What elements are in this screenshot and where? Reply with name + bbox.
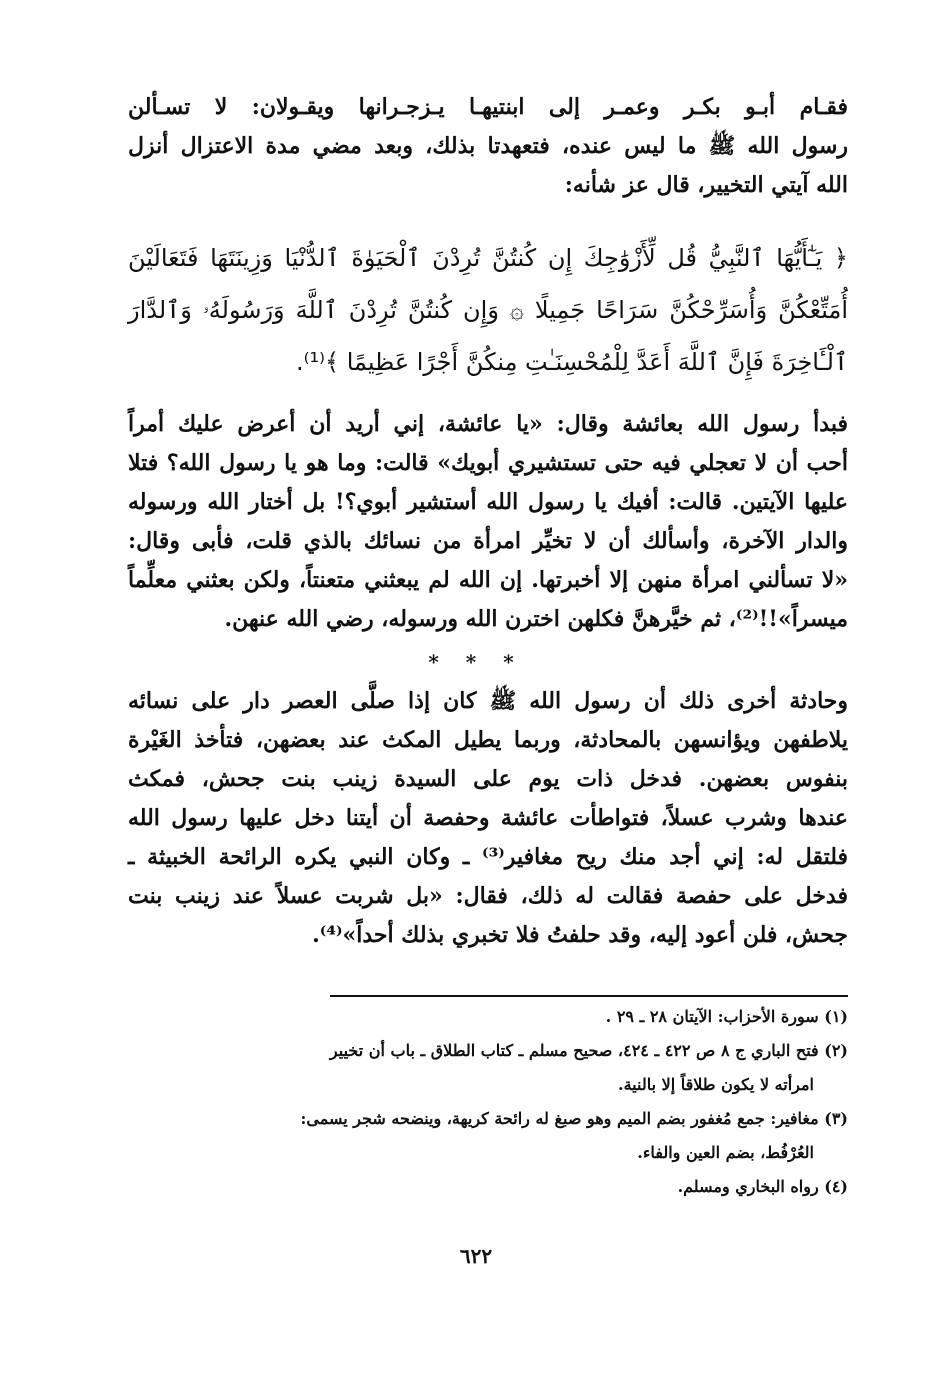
verse-line: ٱلْـَٔاخِرَةَ فَإِنَّ ٱللَّهَ أَعَدَّ لِلْمُحْسِنَـٰتِ مِنكُنَّ أَجْرًا عَظِيمًا ﴾⁽¹⁾.: [295, 348, 848, 376]
text-line: والدار الآخرة، وأسألك أن لا تخيِّر امرأة من نسائك بالذي قلت، فأبى وقال:: [128, 528, 848, 554]
quran-verse: [128, 232, 848, 388]
text-line: يلاطفهن ويؤانسهن بالمحادثة، وربما يطيل المكث عند بعضهن، فتأخذ الغَيْرة: [128, 727, 848, 753]
footnote-1: (١) سورة الأحزاب: الآيتان ٢٨ ـ ٢٩ .: [605, 1007, 848, 1026]
paragraph-intro: [128, 88, 848, 205]
verse-line: أُمَتِّعْكُنَّ وَأُسَرِّحْكُنَّ سَرَاحًا جَمِيلًا ۞ وَإِن كُنتُنَّ تُرِدْنَ ٱللَّهَ وَرَسُولَهُۥ وَٱلدَّارَ: [128, 296, 848, 324]
section-separator: * * *: [428, 650, 524, 674]
text-line: بنفوس بعضهن. فدخل ذات يوم على السيدة زينب بنت جحش، فمكث: [128, 766, 848, 792]
text-line: فبدأ رسول الله بعائشة وقال: «يا عائشة، إني أريد أن أعرض عليك أمراً: [128, 411, 848, 437]
footnote-3: (٣) مغافير: جمع مُغفور بضم الميم وهو صبغ له رائحة كريهة، وينضحه شجر يسمى:: [300, 1109, 848, 1128]
page-number: ٦٢٢: [459, 1244, 493, 1268]
footnote-2-continued: امرأته لا يكون طلاقاً إلا بالنية.: [618, 1075, 814, 1094]
text-line: فقـام أبـو بكـر وعمـر إلى ابنتيهـا يـزجـرانها ويقـولان: لا تسـألن: [128, 94, 848, 120]
verse-line: ﴿ يَـٰٓأَيُّهَا ٱلنَّبِيُّ قُل لِّأَزْوَٰجِكَ إِن كُنتُنَّ تُرِدْنَ ٱلْحَيَوٰةَ ٱلدُّنْيَا وَزِينَتَهَا فَتَعَالَيْنَ: [128, 244, 848, 272]
paragraph-honey: [128, 682, 848, 955]
footnote-2: (٢) فتح الباري ج ٨ ص ٤٢٢ ـ ٤٢٤، صحيح مسلم ـ كتاب الطلاق ـ باب أن تخيير: [329, 1041, 848, 1060]
text-line: وحادثة أخرى ذلك أن رسول الله ﷺ كان إذا صلَّى العصر دار على نسائه: [128, 688, 848, 714]
text-line: الله آيتي التخيير، قال عز شأنه:: [564, 172, 848, 198]
footnote-divider: [330, 995, 848, 997]
text-line: فلتقل له: إني أجد منك ريح مغافير⁽³⁾ ـ وكان النبي يكره الرائحة الخبيثة ـ: [128, 844, 849, 870]
footnotes: [128, 1000, 848, 1204]
text-line: رسول الله ﷺ ما ليس عنده، فتعهدتا بذلك، وبعد مضي مدة الاعتزال أنزل: [128, 133, 848, 159]
text-line: «لا تسألني امرأة منهن إلا أخبرتها. إن الله لم يبعثني متعنتاً، ولكن بعثني معلِّماً: [128, 567, 848, 593]
text-line: ميسراً»!!⁽²⁾، ثم خيَّرهنَّ فكلهن اخترن الله ورسوله، رضي الله عنهن.: [224, 606, 848, 632]
text-line: عليها الآيتين. قالت: أفيك يا رسول الله أستشير أبوي؟! بل أختار الله ورسوله: [128, 489, 848, 515]
paragraph-aisha: [128, 405, 848, 639]
text-line: عندها وشرب عسلاً، فتواطأت عائشة وحفصة أن أيتنا دخل عليها رسول الله: [128, 805, 848, 831]
text-line: أحب أن لا تعجلي فيه حتى تستشيري أبويك» قالت: وما هو يا رسول الله؟ فتلا: [128, 450, 848, 476]
footnote-3-continued: العُرْفُط، بضم العين والفاء.: [637, 1143, 814, 1162]
text-line: جحش، فلن أعود إليه، وقد حلفتُ فلا تخبري بذلك أحداً»⁽⁴⁾.: [312, 922, 848, 948]
footnote-4: (٤) رواه البخاري ومسلم.: [677, 1177, 848, 1196]
text-line: فدخل على حفصة فقالت له ذلك، فقال: «بل شربت عسلاً عند زينب بنت: [128, 883, 848, 909]
